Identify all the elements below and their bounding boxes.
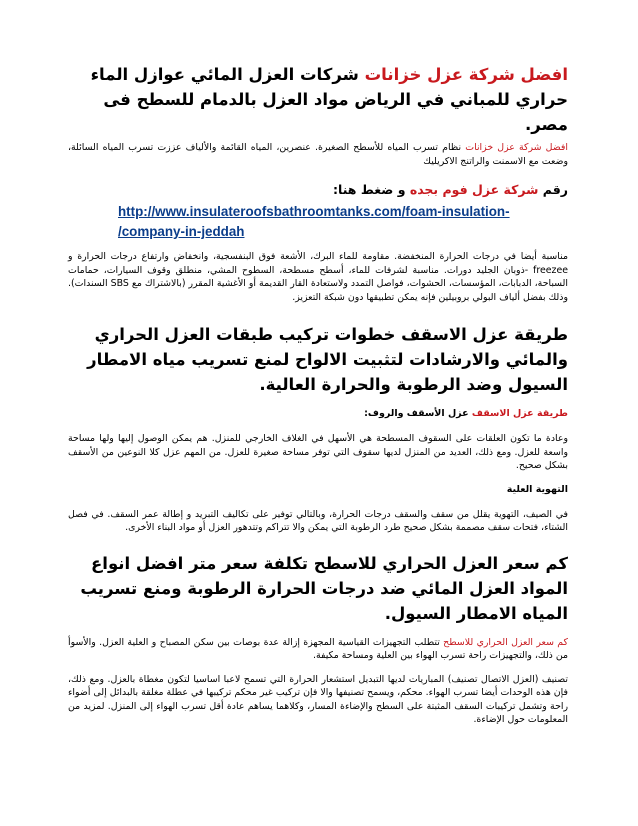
features-paragraph: مناسبة أيضا في درجات الحرارة المنخفضة. مقاومة للماء البرك، الأشعة فوق البنفسجية، وانخفاض وارتفاع درجات الحرارة و freezee -ذوبان الجليد دورات. مناسبة لشرفات للماء، أسطح مسطحة، السطوح المشي، منطلق وقوف السيارات، حمامات السباحة، الدبابات، المؤسسات، الحشوات، فواصل التمدد ولاستعادة القار القديمة أو الأغشية المقرر (بالاشتراك مع SBS السندات). وذلك بفضل ألياف البولي بروبيلين فإنه يمكن تطبيقها دون شبكة التعزيز. bbox=[68, 251, 569, 303]
intro-text: نظام تسرب المياه للأسطح الصغيرة. عنصرين، المياه القائمة والألياف عززت تسرب المياه السائلة، وضعت مع الاسمنت والراتنج الاكريليك bbox=[68, 142, 568, 167]
section-heading-roof: طريقة عزل الاسقف خطوات تركيب طبقات العزل الحراري والمائي والارشادات لتثبيت الالواح لمنع تسريب مياه الامطار السيول وضد الرطوبة والحرارة العالية. bbox=[87, 325, 568, 394]
url-line-2: /company-in-jeddah bbox=[118, 224, 245, 239]
contact-line bbox=[68, 180, 568, 200]
price-paragraph bbox=[68, 636, 568, 663]
main-heading bbox=[68, 62, 568, 137]
intro-paragraph bbox=[68, 141, 568, 168]
roof-subheading bbox=[68, 407, 568, 420]
roof-link[interactable]: طريقة عزل الاسقف bbox=[471, 408, 568, 419]
ventilation-paragraph: في الصيف، التهوية يقلل من سقف والسقف درجات الحرارة، وبالتالي توفير على تكاليف التبريد و إطالة عمر السقف. في فصل الشتاء، فتحات سقف مصممة بشكل صحيح طرد الرطوبة التي يمكن والا تتراكم وتتدهور العزل أو مواد البناء الأخرى. bbox=[68, 508, 568, 533]
rating-paragraph: تصنيف (العزل الاتصال تصنيف) المباريات لديها التبديل استشعار الحرارة التي تسمح لاعبا اساسيا لتكون مغطاة بالعزل. ومع ذلك، فإن هذه الوحدات أيضا تسرب الهواء. محكم، ويسمح تصنيفها والا فإن تركيب غير محكم تركيبها في عطلة مغلقة بالبدائل إلى أضواء راحة وتشمل تركيبات السقف المثبتة على السطح والإضاءة المسار، وكلاهما يساهم عادة أقل تسرب الهواء إلى المنزل. لمزيد من المعلومات حول الإضاءة. bbox=[68, 673, 568, 725]
price-link[interactable]: كم سعر العزل الحراري للاسطح bbox=[443, 636, 568, 648]
url-line-1: http://www.insulateroofsbathroomtanks.com/foam-insulation- bbox=[118, 204, 510, 219]
heading-link[interactable]: افضل شركة عزل خزانات bbox=[364, 65, 568, 84]
contact-label: رقم bbox=[538, 182, 568, 197]
website-url-link[interactable] bbox=[68, 202, 568, 242]
roof-paragraph: وعادة ما تكون العلقات على السقوف المسطحة هي الأسهل في الغلاف الخارجي للمنزل. هم يمكن الوصول إليها ولها مساحة واسعة للعزل. ومع ذلك، العديد من المنزل لديها سقوف التي توفر مساحة صغيرة للعزل. من المهم عزل كلا النوعين من الأسقف بشكل صحيح. bbox=[68, 433, 568, 471]
intro-link[interactable]: افضل شركة عزل خزانات bbox=[465, 142, 568, 153]
contact-suffix: و ضغط هنا: bbox=[333, 182, 410, 197]
attic-ventilation-heading: التهوية العلية bbox=[506, 483, 568, 495]
price-text: تتطلب التجهيزات القياسية المجهزة إزالة عدة بوصات بين سكن المصباح و العلية العزل. والأسوأ من ذلك، والتجهيزات راحة تسرب الهواء بين العلية ومساحة مكيفة. bbox=[68, 636, 568, 661]
section-heading-price: كم سعر العزل الحراري للاسطح تكلفة سعر متر افضل انواع المواد العزل المائي ضد درجات الحرارة الرطوبة ومنع تسريب المياه الامطار السيول. bbox=[80, 553, 568, 623]
contact-link[interactable]: شركة عزل فوم بجده bbox=[409, 182, 539, 197]
heading-text: شركات العزل المائي عوازل الماء حراري للمباني في الرياض مواد العزل بالدمام للسطح فى مصر. bbox=[90, 65, 568, 134]
roof-subheading-text: عزل الأسقف والروف: bbox=[364, 408, 472, 419]
